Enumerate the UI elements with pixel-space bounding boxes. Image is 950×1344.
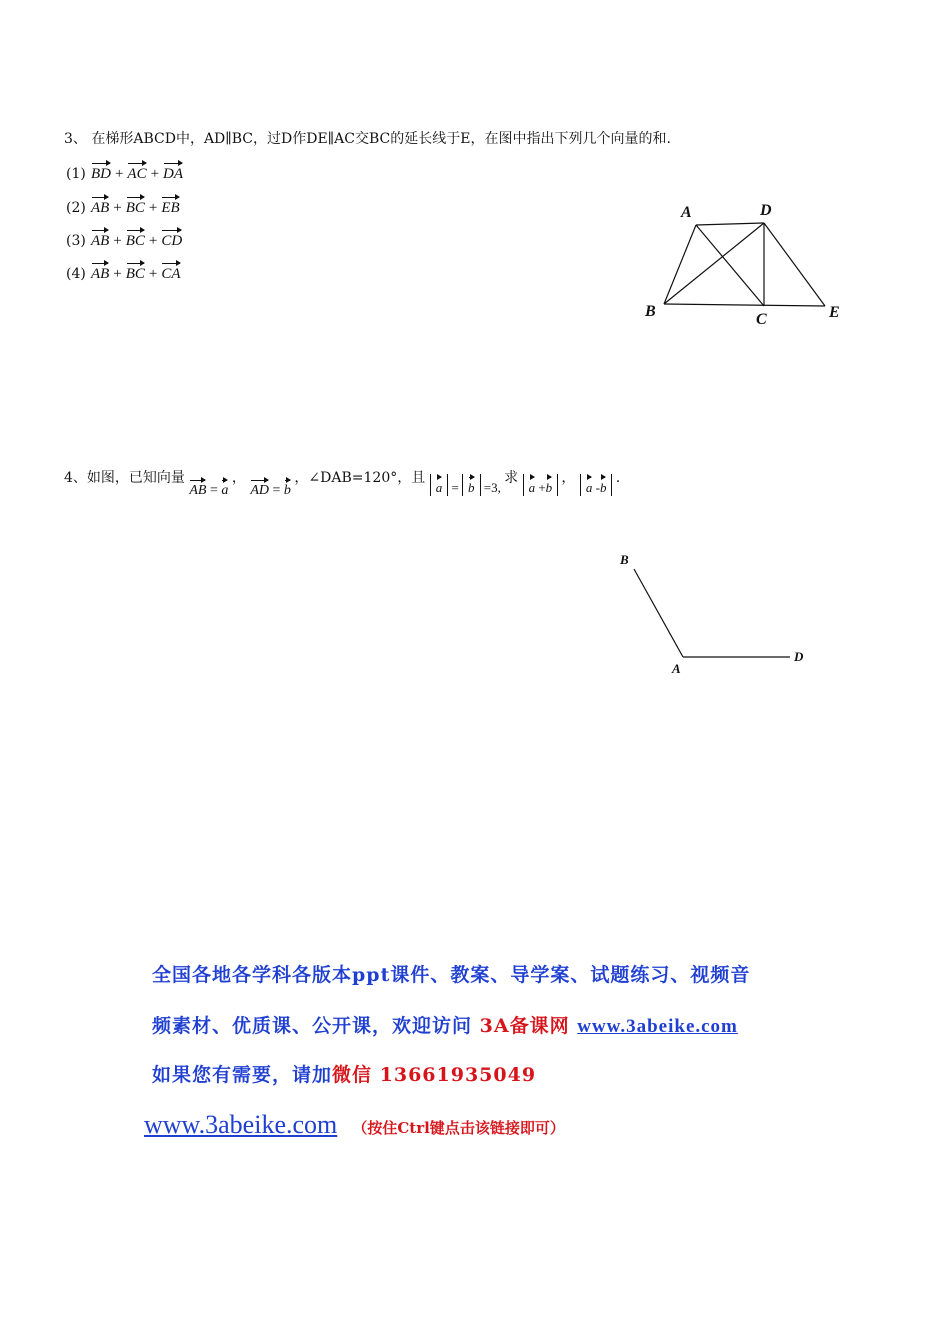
- vector: AD: [250, 477, 269, 499]
- angle-figure: [620, 555, 820, 675]
- vector: DA: [163, 160, 183, 183]
- ad-line-2-text: 频素材、优质课、公开课，欢迎访问: [152, 1015, 473, 1037]
- link-hint: （按住Ctrl键点击该链接即可）: [352, 1119, 565, 1137]
- q3-item-4: (4) AB + BC + CA: [66, 260, 181, 283]
- vector: CA: [161, 260, 180, 283]
- vector: b: [600, 474, 607, 496]
- q4-text: 4、如图，已知向量 AB = a ， AD = b ，∠DAB=120°，且 a = b =3, 求 a +b ， a -b .: [64, 470, 621, 498]
- point-label-E: E: [829, 304, 840, 321]
- ad-line-2: [152, 1011, 738, 1038]
- vector: b: [284, 477, 291, 499]
- vector: AB: [189, 477, 206, 499]
- edge-DE: [764, 223, 825, 306]
- point-label-C: C: [756, 311, 767, 328]
- ad-line-3-text: 如果您有需要，请加: [152, 1064, 333, 1086]
- edge-AB: [664, 225, 696, 304]
- vector: AB: [91, 227, 109, 250]
- vector: BD: [91, 160, 111, 183]
- vector: a: [586, 474, 593, 496]
- vector: AC: [127, 160, 146, 183]
- vector: BC: [126, 227, 145, 250]
- vector: AB: [91, 260, 109, 283]
- item-number: (2): [66, 200, 86, 216]
- q3-item-1: (1) BD + AC + DA: [66, 160, 183, 183]
- edge-AD: [696, 223, 764, 225]
- point-label-B: B: [645, 303, 656, 320]
- point-label-D: D: [760, 202, 772, 219]
- item-number: (1): [66, 166, 86, 182]
- edge-BE: [664, 304, 825, 306]
- diagonal-BD: [664, 223, 764, 304]
- q3-item-2: (2) AB + BC + EB: [66, 194, 180, 217]
- site-link-large[interactable]: www.3abeike.com: [144, 1110, 338, 1139]
- vector: EB: [161, 194, 179, 217]
- ad-line-1: 全国各地各学科各版本ppt课件、教案、导学案、试题练习、视频音: [152, 964, 751, 986]
- diagonal-AC: [696, 225, 764, 306]
- ad-line-3: [152, 1060, 536, 1087]
- vector: a: [529, 474, 536, 496]
- vector: b: [546, 474, 553, 496]
- point-label-A: A: [681, 204, 692, 221]
- q4-angle: ，∠DAB=120°，且: [294, 470, 426, 486]
- vector: BC: [126, 194, 145, 217]
- point-label-A: A: [672, 661, 681, 676]
- vector: b: [468, 474, 475, 496]
- vector: a: [221, 477, 228, 499]
- site-link[interactable]: www.3abeike.com: [577, 1016, 738, 1037]
- vector: BC: [126, 260, 145, 283]
- brand-name: 3A备课网: [479, 1015, 570, 1037]
- item-number: (4): [66, 266, 86, 282]
- ad-line-4: [144, 1110, 565, 1140]
- point-label-D: D: [794, 649, 804, 664]
- segment-AB: [634, 569, 683, 657]
- wechat-contact: 微信 13661935049: [332, 1064, 537, 1086]
- q4-prefix: 4、如图，已知向量: [64, 470, 185, 486]
- point-label-B: B: [620, 552, 629, 567]
- q3-text: 3、 在梯形ABCD中，AD∥BC，过D作DE∥AC交BC的延长线于E，在图中指出下列几个向量的和.: [64, 131, 671, 147]
- q3-item-3: (3) AB + BC + CD: [66, 227, 182, 250]
- vector: AB: [91, 194, 109, 217]
- vector: CD: [161, 227, 182, 250]
- vector: a: [436, 474, 443, 496]
- item-number: (3): [66, 233, 86, 249]
